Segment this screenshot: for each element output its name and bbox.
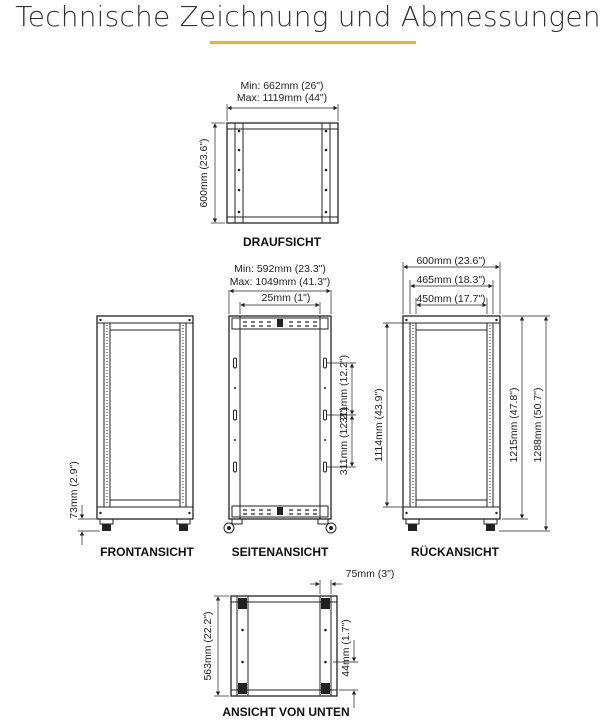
rear-width-outer-label: 600mm (23.6")	[416, 255, 486, 267]
bottom-rail-offset-label: 75mm (3")	[345, 568, 395, 580]
side-view	[224, 263, 356, 559]
bottom-view	[202, 568, 394, 719]
front-caster-label: 73mm (2.9")	[68, 461, 80, 519]
page-title: Technische Zeichnung und Abmessungen	[15, 0, 601, 33]
rear-height-total-label: 1288mm (50.7")	[532, 387, 544, 463]
side-rail-spacing-lower-label: 311mm (12.2")	[338, 406, 350, 476]
top-width-max-label: Max: 1119mm (44")	[236, 92, 328, 104]
side-depth-min-label: Min: 592mm (23.3")	[234, 263, 326, 275]
top-width-min-label: Min: 662mm (26")	[240, 80, 324, 92]
side-rail-offset-label: 25mm (1")	[261, 292, 311, 304]
bottom-view-name: ANSICHT VON UNTEN	[222, 705, 350, 719]
bottom-depth-label: 563mm (22.2")	[202, 611, 214, 681]
side-view-name: SEITENANSICHT	[231, 545, 329, 559]
rear-view	[373, 255, 550, 559]
rear-width-rail-inner-label: 450mm (17.7")	[416, 293, 486, 305]
front-view-name: FRONTANSICHT	[100, 545, 194, 559]
rear-width-rail-outer-label: 465mm (18.3")	[416, 274, 486, 286]
top-depth-label: 600mm (23.6")	[198, 138, 210, 208]
rear-height-rail-label: 1114mm (43.9")	[373, 388, 385, 462]
rear-height-frame-label: 1215mm (47.8")	[508, 387, 520, 463]
bottom-hole-offset-label: 44mm (1.7")	[340, 619, 352, 677]
front-view	[68, 316, 195, 559]
side-depth-max-label: Max: 1049mm (41.3")	[229, 276, 331, 288]
top-view	[198, 80, 338, 249]
side-rail-spacing-upper-label: 311mm (12.2")	[338, 354, 350, 424]
rear-view-name: RÜCKANSICHT	[411, 545, 499, 559]
top-view-name: DRAUFSICHT	[243, 235, 321, 249]
